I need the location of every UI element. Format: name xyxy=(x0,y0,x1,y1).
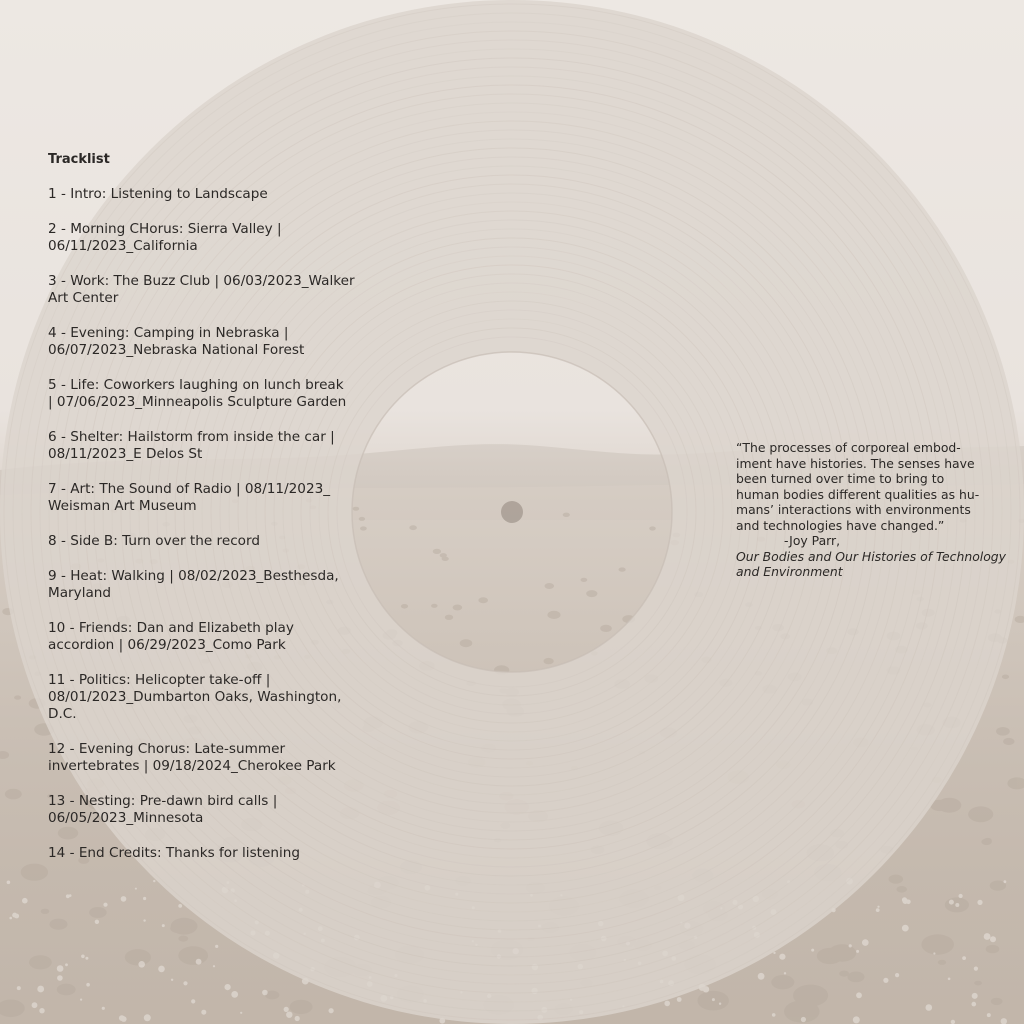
track-line: accordion | 06/29/2023_Como Park xyxy=(48,637,286,653)
quote-source-line: Our Bodies and Our Histories of Technology xyxy=(736,548,1007,564)
track-item xyxy=(48,620,368,654)
track-line: 06/07/2023_Nebraska National Forest xyxy=(48,342,305,358)
track-item xyxy=(48,429,368,463)
track-line: 06/05/2023_Minnesota xyxy=(48,810,204,826)
track-item xyxy=(48,793,368,827)
track-line: 9 - Heat: Walking | 08/02/2023_Besthesda, xyxy=(48,568,339,584)
track-line: 7 - Art: The Sound of Radio | 08/11/2023_ xyxy=(48,481,331,497)
track-item xyxy=(48,325,368,359)
track-line: 3 - Work: The Buzz Club | 06/03/2023_Walker xyxy=(48,273,355,289)
track-item xyxy=(48,741,368,775)
track-item xyxy=(48,845,368,862)
quote-block xyxy=(736,440,1007,580)
quote-line: and technologies have changed.” xyxy=(736,517,945,533)
track-line: invertebrates | 09/18/2024_Cherokee Park xyxy=(48,758,336,774)
track-list xyxy=(48,186,368,862)
track-line: D.C. xyxy=(48,706,77,722)
track-line: Weisman Art Museum xyxy=(48,498,197,514)
track-line: 14 - End Credits: Thanks for listening xyxy=(48,845,300,861)
track-line: 10 - Friends: Dan and Elizabeth play xyxy=(48,620,294,636)
track-item xyxy=(48,568,368,602)
track-line: | 07/06/2023_Minneapolis Sculpture Garden xyxy=(48,394,347,410)
quote-line: mans’ interactions with environments xyxy=(736,502,971,517)
track-item xyxy=(48,533,368,550)
quote-line: been turned over time to bring to xyxy=(736,471,945,486)
track-line: 11 - Politics: Helicopter take-off | xyxy=(48,672,271,688)
quote-author: -Joy Parr, xyxy=(784,533,841,548)
track-line: Art Center xyxy=(48,290,119,306)
tracklist-title: Tracklist xyxy=(48,152,110,167)
record-spindle-hole xyxy=(501,501,523,523)
quote-text xyxy=(736,440,998,533)
track-line: 13 - Nesting: Pre-dawn bird calls | xyxy=(48,793,278,809)
track-item xyxy=(48,377,368,411)
quote-line: iment have histories. The senses have xyxy=(736,455,975,471)
track-line: 08/01/2023_Dumbarton Oaks, Washington, xyxy=(48,689,342,705)
track-line: 1 - Intro: Listening to Landscape xyxy=(48,186,268,202)
track-line: 06/11/2023_California xyxy=(48,238,198,254)
track-line: 12 - Evening Chorus: Late-summer xyxy=(48,741,286,757)
track-line: 2 - Morning CHorus: Sierra Valley | xyxy=(48,221,282,237)
track-line: 4 - Evening: Camping in Nebraska | xyxy=(48,325,289,341)
track-line: 08/11/2023_E Delos St xyxy=(48,446,203,462)
track-item xyxy=(48,221,368,255)
track-line: Maryland xyxy=(48,585,112,601)
track-line: 5 - Life: Coworkers laughing on lunch break xyxy=(48,377,344,393)
tracklist xyxy=(48,151,368,880)
track-item xyxy=(48,481,368,515)
quote-source xyxy=(736,548,1007,580)
track-item xyxy=(48,273,368,307)
quote-source-line: and Environment xyxy=(736,564,843,579)
track-item xyxy=(48,672,368,723)
quote-line: human bodies different qualities as hu- xyxy=(736,486,980,502)
track-item xyxy=(48,186,368,203)
track-line: 6 - Shelter: Hailstorm from inside the car | xyxy=(48,429,335,445)
quote-line: “The processes of corporeal embod- xyxy=(736,440,961,455)
track-line: 8 - Side B: Turn over the record xyxy=(48,533,260,549)
